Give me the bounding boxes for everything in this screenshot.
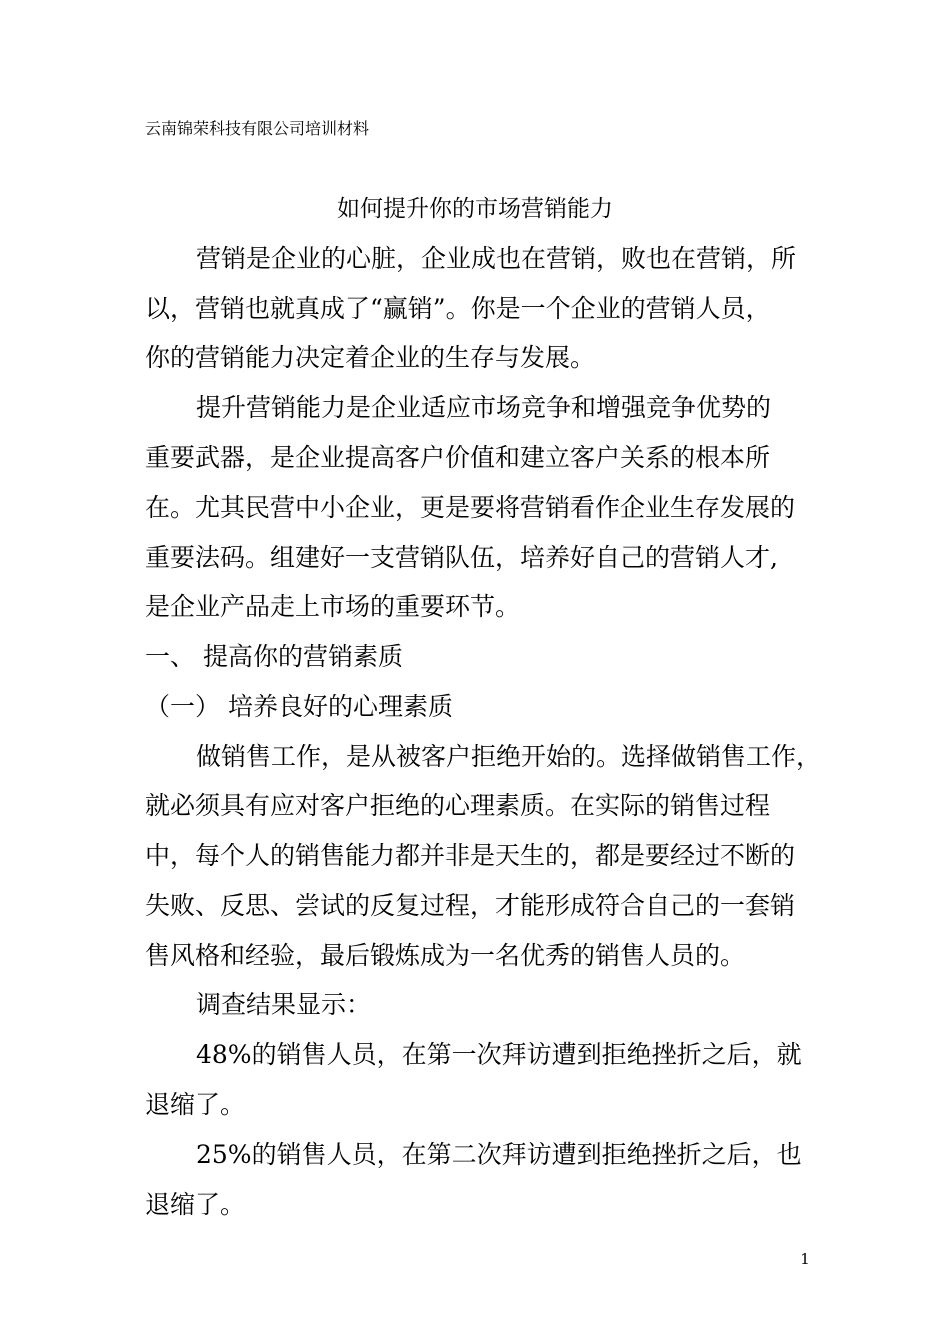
body-line: 售风格和经验，最后锻炼成为一名优秀的销售人员的。 (145, 941, 746, 970)
body-line: 中，每个人的销售能力都并非是天生的，都是要经过不断的 (145, 841, 796, 870)
body-line: 提升营销能力是企业适应市场竞争和增强竞争优势的 (196, 393, 772, 422)
body-line: 以，营销也就真成了“赢销”。你是一个企业的营销人员， (145, 294, 771, 323)
body-line: 退缩了。 (145, 1190, 246, 1219)
body-line: 营销是企业的心脏，企业成也在营销，败也在营销，所 (196, 244, 797, 273)
body-line: 是企业产品走上市场的重要环节。 (145, 592, 521, 621)
body-line: 就必须具有应对客户拒绝的心理素质。在实际的销售过程 (145, 791, 771, 820)
body-line: 退缩了。 (145, 1090, 246, 1119)
subsection-heading: （一） 培养良好的心理素质 (145, 692, 453, 721)
section-heading: 一、 提高你的营销素质 (145, 642, 403, 671)
body-line: 25%的销售人员，在第二次拜访遭到拒绝挫折之后，也 (196, 1140, 802, 1169)
body-line: 48%的销售人员，在第一次拜访遭到拒绝挫折之后，就 (196, 1040, 802, 1069)
body-line: 做销售工作，是从被客户拒绝开始的。选择做销售工作， (196, 742, 822, 771)
document-title: 如何提升你的市场营销能力 (337, 196, 613, 222)
body-line: 你的营销能力决定着企业的生存与发展。 (145, 343, 596, 372)
document-header: 云南锦荣科技有限公司培训材料 (145, 119, 370, 138)
page-number: 1 (800, 1250, 810, 1268)
body-line: 失败、反思、尝试的反复过程，才能形成符合自己的一套销 (145, 891, 796, 920)
body-line: 重要法码。组建好一支营销队伍，培养好自己的营销人才, (145, 543, 778, 572)
body-line: 调查结果显示： (196, 990, 372, 1019)
body-line: 重要武器，是企业提高客户价值和建立客户关系的根本所 (145, 443, 771, 472)
body-line: 在。尤其民营中小企业，更是要将营销看作企业生存发展的 (145, 493, 796, 522)
